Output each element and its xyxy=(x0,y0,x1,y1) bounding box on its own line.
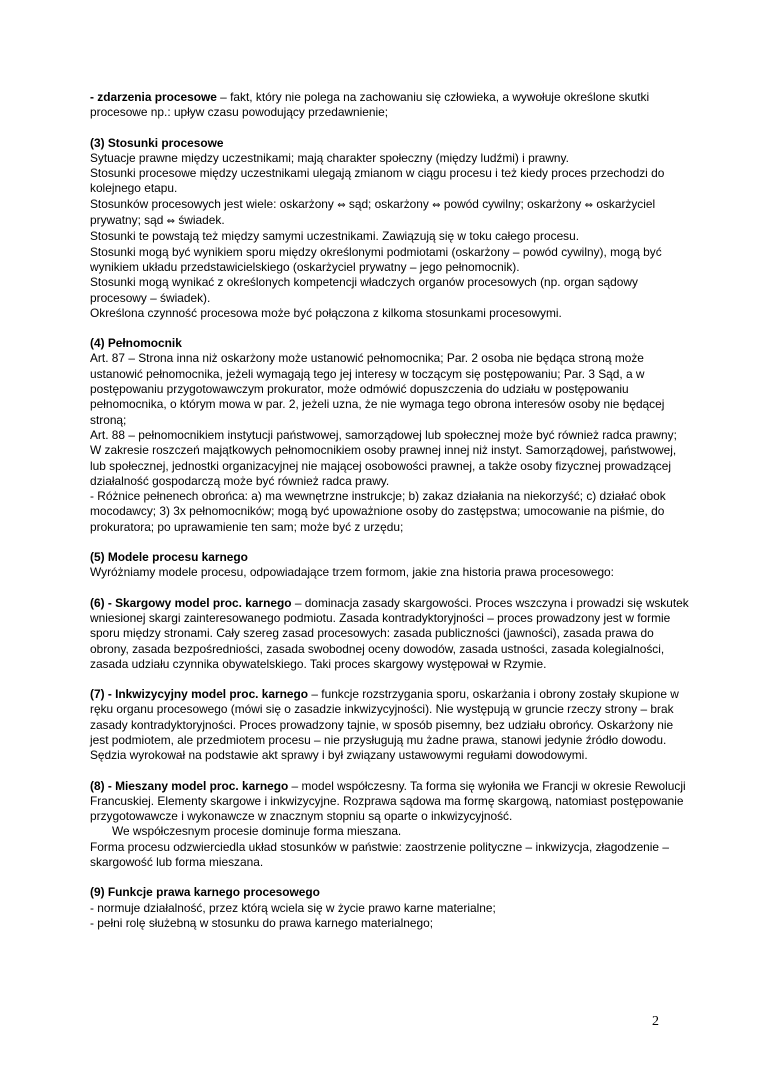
text-fragment: sąd; oskarżony xyxy=(345,196,433,211)
list-item: - pełni rolę służebną w stosunku do prawa karnego materialnego; xyxy=(90,915,434,930)
list-item: - normuje działalność, przez którą wciela się w życie prawo karne materialne; xyxy=(90,900,496,915)
paragraph: Określona czynność procesowa może być połączona z kilkoma stosunkami procesowymi. xyxy=(90,305,562,320)
term-heading: (8) - Mieszany model proc. karnego xyxy=(90,778,289,793)
section-heading xyxy=(90,136,690,151)
heading-text: (9) Funkcje prawa karnego procesowego xyxy=(90,885,320,900)
paragraph: Sytuacje prawne między uczestnikami; mają charakter społeczny (między ludźmi) i prawny. xyxy=(90,150,569,165)
section-funkcje-prawa xyxy=(90,885,690,931)
term-heading: (6) - Skargowy model proc. karnego xyxy=(90,595,292,610)
paragraph-text: – funkcje rozstrzygania sporu, oskarżania i obrony zostały skupione w ręku organu procesowego (mówi się o zasadzie inkwizycyjności). Nie występują w gruncie rzeczy strony – brak zasady kontradyktoryjności. Proces prowadzony tajnie, w sposób pisemny, bez udziału obrońcy. Oskarżony nie jest podmiotem, ale przedmiotem procesu – nie przysługują mu żadne prawa, stanowi jedynie źródło dowodu. Sędzia wyrokował na podstawie akt sprawy i był związany ustawowymi regułami dowodowymi. xyxy=(90,687,679,763)
paragraph: Stosunki mogą być wynikiem sporu między określonymi podmiotami (oskarżony – powód cywilny), mogą być wynikiem układu przedstawicielskiego (oskarżyciel prywatny – jego pełnomocnik). xyxy=(90,244,662,274)
paragraph: Stosunki mogą wynikać z określonych kompetencji władczych organów procesowych (np. organ sądowy procesowy – świadek). xyxy=(90,275,638,305)
double-arrow-icon: ⇔ xyxy=(432,199,441,211)
text-fragment: świadek. xyxy=(175,213,225,228)
section-pelnomocnik xyxy=(90,336,690,535)
paragraph-text: – fakt, który nie polega na zachowaniu się człowieka, a wywołuje określone skutki procesowe np.: upływ czasu powodujący przedawnienie; xyxy=(90,90,650,120)
paragraph xyxy=(90,779,690,825)
heading-text: (4) Pełnomocnik xyxy=(90,336,182,351)
section-modele-procesu xyxy=(90,550,690,581)
section-mieszany-model xyxy=(90,779,690,871)
heading-text: (5) Modele procesu karnego xyxy=(90,550,248,565)
paragraph xyxy=(90,687,690,763)
section-skargowy-model xyxy=(90,596,690,672)
paragraph-text: – dominacja zasady skargowości. Proces wszczyna i prowadzi się wskutek wniesionej skargi zainteresowanego podmiotu. Zasada kontradyktoryjności – proces prowadzony jest w formie sporu między stronami. Cały szereg zasad procesowych: zasada publiczności (jawności), zasada prawa do obrony, zasada bezpośredniości, zasada swobodnej oceny dowodów, zasada ustności, zasada kolegialności, zasada udziału czynnika obywatelskiego. Taki proces skargowy występował w Rzymie. xyxy=(90,595,689,671)
paragraph: We współczesnym procesie dominuje forma mieszana. xyxy=(112,824,402,839)
section-stosunki-procesowe xyxy=(90,136,690,322)
double-arrow-icon: ⇔ xyxy=(584,199,594,211)
text-fragment: powód cywilny; oskarżony xyxy=(440,196,585,211)
section-heading xyxy=(90,885,690,900)
paragraph: - Różnice pełnenech obrońca: a) ma wewnętrzne instrukcje; b) zakaz działania na niekorzyść; c) działać obok mocodawcy; 3) 3x pełnomocników; mogą być upoważnione osoby do zastępstwa; umocowanie na piśmie, do prokuratora; po uprawamienie ten sam; może być z urzędu; xyxy=(90,489,666,534)
section-zdarzenia-procesowe xyxy=(90,90,690,121)
section-heading xyxy=(90,336,690,351)
double-arrow-icon: ⇔ xyxy=(337,199,346,211)
term-heading: (7) - Inkwizycyjny model proc. karnego xyxy=(90,687,309,702)
double-arrow-icon: ⇔ xyxy=(166,216,176,228)
text-fragment: oskarżyciel prywatny; sąd xyxy=(90,196,656,228)
paragraph: Wyróżniamy modele procesu, odpowiadające trzem formom, jakie zna historia prawa procesowego: xyxy=(90,565,614,580)
section-inkwizycyjny-model xyxy=(90,687,690,763)
paragraph-text: – model współczesny. Ta forma się wyłoniła we Francji w okresie Rewolucji Francuskiej. Elementy skargowe i inkwizycyjne. Rozprawa sądowa ma formę skargową, natomiast postępowanie przygotowawcze i wykonawcze w znacznym stopniu są oparte o inkwizycyjność. xyxy=(90,778,686,824)
paragraph xyxy=(90,596,690,672)
paragraph-relations xyxy=(90,197,690,230)
heading-text: (3) Stosunki procesowe xyxy=(90,135,224,150)
page-number: 2 xyxy=(652,1014,659,1029)
paragraph: Stosunki te powstają też między samymi uczestnikami. Zawiązują się w toku całego procesu. xyxy=(90,229,580,244)
paragraph: Art. 88 – pełnomocnikiem instytucji państwowej, samorządowej lub społecznej może być również radca prawny; W zakresie roszczeń majątkowych pełnomocnikiem osoby prawnej innej niż instyt. Samorządowej, państwowej, lub społecznej, jednostki organizacyjnej nie mającej osobowości prawnej, a także osoby fizycznej prowadzącej działalność gospodarczą może być również radca prawy. xyxy=(90,427,677,488)
paragraph xyxy=(90,90,690,121)
paragraph: Stosunki procesowe między uczestnikami ulegają zmianom w ciągu procesu i też kiedy proces przechodzi do kolejnego etapu. xyxy=(90,166,665,196)
document-page xyxy=(90,90,690,946)
paragraph: Art. 87 – Strona inna niż oskarżony może ustanowić pełnomocnika; Par. 2 osoba nie będąca stroną może ustanowić pełnomocnika, jeżeli wymagają tego jej interesy w toczącym się postępowaniu; Par. 3 Sąd, a w postępowaniu przygotowawczym prokurator, może odmówić dopuszczenia do udziału w postępowaniu pełnomocnika, o którym mowa w par. 2, jeżeli uzna, że nie wymaga tego obrona interesów osoby nie będącej stroną; xyxy=(90,351,665,427)
text-fragment: Stosunków procesowych jest wiele: oskarżony xyxy=(90,196,338,211)
paragraph: Forma procesu odzwierciedla układ stosunków w państwie: zaostrzenie polityczne – inkwizycja, złagodzenie – skargowość lub forma mieszana. xyxy=(90,839,669,870)
term-heading: - zdarzenia procesowe xyxy=(90,90,217,104)
section-heading xyxy=(90,550,690,565)
